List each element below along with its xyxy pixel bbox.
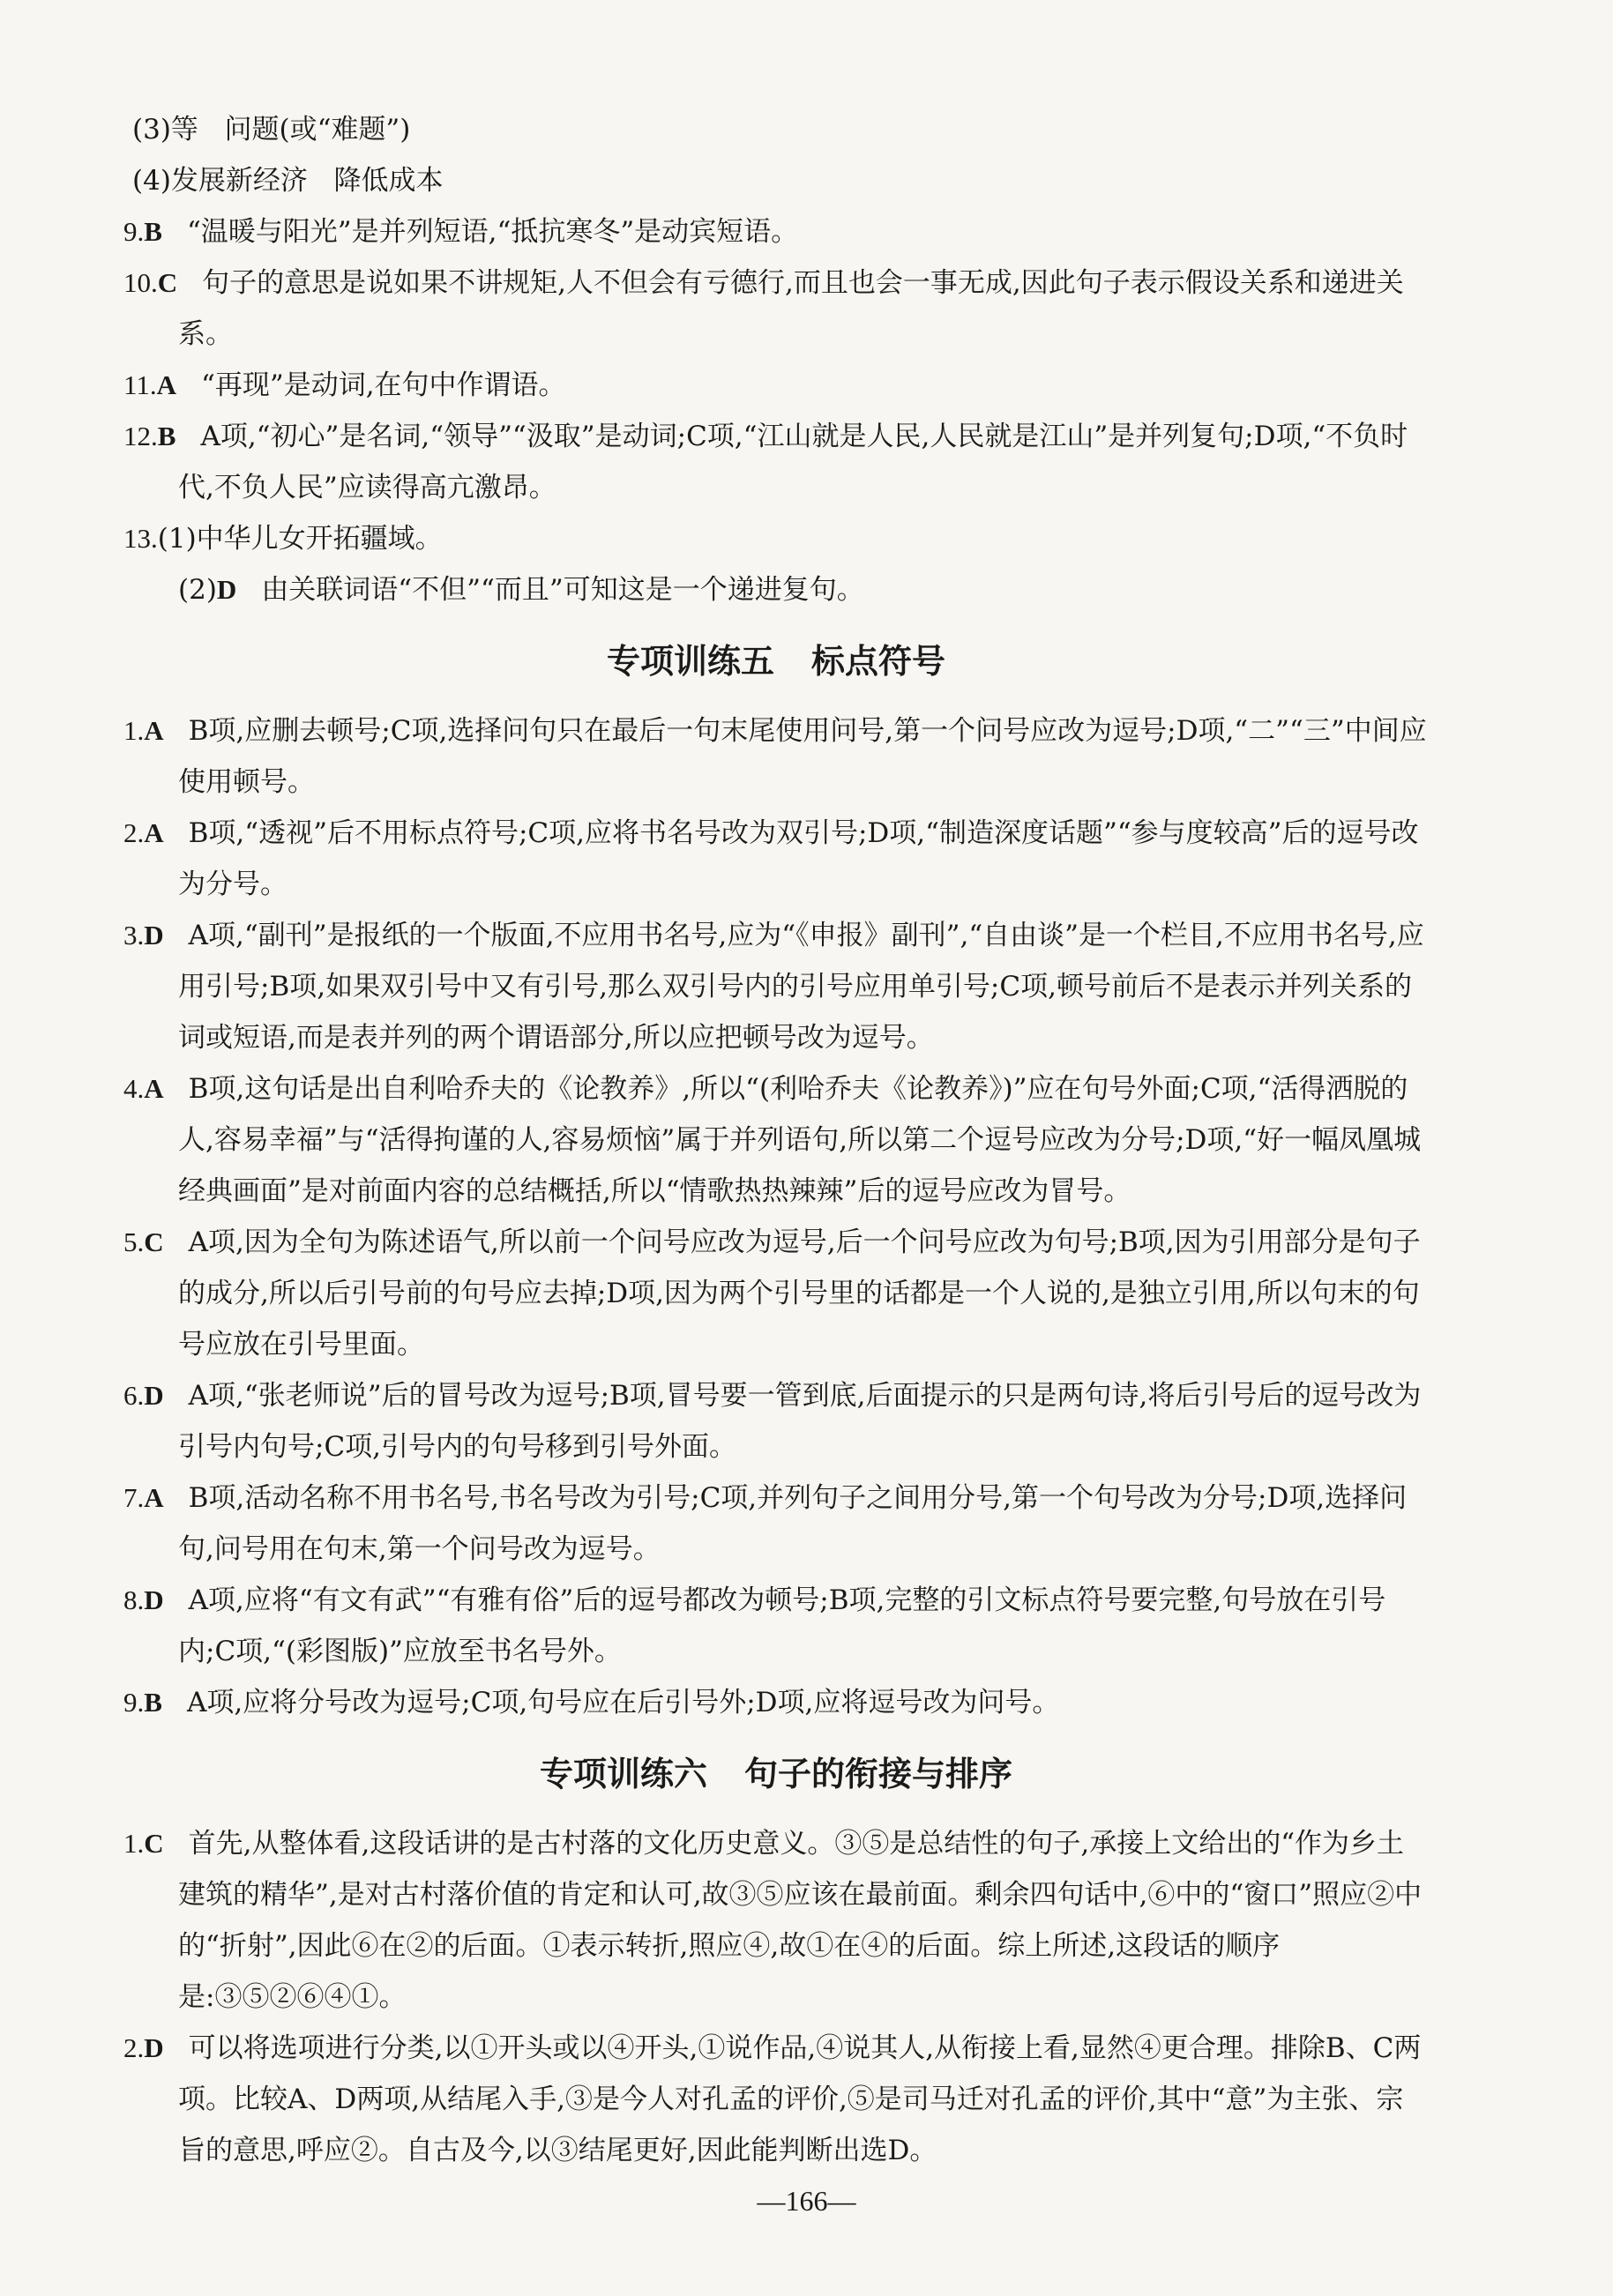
item-explanation: A项,“副刊”是报纸的一个版面,不应用书名号,应为“《申报》副刊”,“自由谈”是一个栏目,不应用书名号,应用引号;B项,如果双引号中又有引号,那么双引号内的引号应用单引号;C项,顿号前后不是表示并列关系的词或短语,而是表并列的两个谓语部分,所以应把顿号改为逗号。: [178, 920, 1424, 1054]
item-answer: A: [144, 817, 164, 848]
answer-item-12: [123, 411, 1429, 513]
item-number: 12.: [123, 421, 158, 451]
answer-line-3: [123, 104, 1429, 155]
line-label: (4)发展新经济: [132, 165, 308, 197]
item-number: 8.: [123, 1584, 145, 1615]
item-answer: B: [144, 1687, 162, 1718]
item-number: 11.: [123, 369, 157, 400]
item-answer: D: [144, 1584, 164, 1615]
s5-item-8: [123, 1575, 1429, 1677]
item-answer: D: [144, 920, 164, 950]
item-number: 1.: [123, 1828, 145, 1859]
answer-item-13-sub2: [123, 564, 1429, 615]
item-number: 2.: [123, 2032, 145, 2063]
s5-item-7: [123, 1472, 1429, 1575]
line-text: 降低成本: [333, 165, 444, 197]
item-number: 4.: [123, 1073, 145, 1104]
item-answer: D: [216, 574, 237, 605]
answer-item-13: [123, 513, 1429, 564]
item-explanation: B项,活动名称不用书名号,书名号改为引号;C项,并列句子之间用分号,第一个句号改为分号;D项,选择问句,问号用在句末,第一个问号改为逗号。: [178, 1482, 1408, 1565]
section-title-label: 专项训练六: [539, 1755, 707, 1793]
answer-item-11: [123, 360, 1429, 411]
item-answer: D: [144, 2032, 164, 2063]
item-explanation: B项,应删去顿号;C项,选择问句只在最后一句末尾使用问号,第一个问号应改为逗号;D项,“二”“三”中间应使用顿号。: [178, 715, 1427, 798]
item-number: 5.: [123, 1226, 145, 1257]
answer-line-4: [123, 155, 1429, 206]
s5-item-9: [123, 1677, 1429, 1728]
item-explanation: A项,“张老师说”后的冒号改为逗号;B项,冒号要一管到底,后面提示的只是两句诗,将后引号后的逗号改为引号内句号;C项,引号内的句号移到引号外面。: [178, 1380, 1422, 1463]
item-answer: A: [144, 1482, 164, 1513]
line-text: 问题(或“难题”): [224, 114, 411, 145]
item-number: 9.: [123, 1687, 145, 1718]
item-explanation: A项,应将分号改为逗号;C项,句号应在后引号外;D项,应将逗号改为问号。: [186, 1687, 1060, 1718]
item-explanation: A项,因为全句为陈述语气,所以前一个问号应改为逗号,后一个问号应改为句号;B项,因为引用部分是句子的成分,所以后引号前的句号应去掉;D项,因为两个引号里的话都是一个人说的,是独立引用,所以句末的句号应放在引号里面。: [178, 1226, 1421, 1360]
item-number: 9.: [123, 216, 145, 247]
s5-item-6: [123, 1370, 1429, 1472]
section-title-topic: 标点符号: [811, 642, 946, 681]
item-explanation: 由关联词语“不但”“而且”可知这是一个递进复句。: [261, 574, 864, 606]
answer-item-10: [123, 257, 1429, 360]
line-label: (3)等: [132, 114, 198, 145]
s5-item-1: [123, 705, 1429, 808]
s5-item-2: [123, 808, 1429, 910]
item-answer: C: [157, 267, 178, 298]
answer-item-9: [123, 206, 1429, 257]
item-answer: A: [156, 369, 176, 400]
item-number: 3.: [123, 920, 145, 950]
item-explanation: “温暖与阳光”是并列短语,“抵抗寒冬”是动宾短语。: [186, 216, 799, 248]
item-number: 7.: [123, 1482, 145, 1513]
item-answer: D: [144, 1380, 164, 1411]
item-explanation: 首先,从整体看,这段话讲的是古村落的文化历史意义。③⑤是总结性的句子,承接上文给出的“作为乡土建筑的精华”,是对古村落价值的肯定和认可,故③⑤应该在最前面。剩余四句话中,⑥中的“窗口”照应②中的“折射”,因此⑥在②的后面。①表示转折,照应④,故①在④的后面。综上所述,这段话的顺序是:③⑤②⑥④①。: [178, 1828, 1423, 2013]
item-number: 1.: [123, 715, 145, 746]
item-answer: A: [144, 1073, 164, 1104]
item-explanation: A项,应将“有文有武”“有雅有俗”后的逗号都改为顿号;B项,完整的引文标点符号要完整,句号放在引号内;C项,“(彩图版)”应放至书名号外。: [178, 1584, 1386, 1667]
item-answer: C: [144, 1226, 164, 1257]
item-sub-label: (2): [178, 574, 217, 606]
item-explanation: A项,“初心”是名词,“领导”“汲取”是动词;C项,“江山就是人民,人民就是江山”是并列复句;D项,“不负时代,不负人民”应读得高亢激昂。: [178, 421, 1408, 503]
section-title-topic: 句子的衔接与排序: [744, 1755, 1013, 1793]
s5-item-4: [123, 1063, 1429, 1217]
page-number: —166—: [757, 2185, 856, 2217]
item-number: 6.: [123, 1380, 145, 1411]
item-number: 2.: [123, 817, 145, 848]
item-answer: B: [144, 216, 162, 247]
item-explanation: “再现”是动词,在句中作谓语。: [201, 369, 566, 401]
item-number: 10.: [123, 267, 158, 298]
answer-page: [123, 104, 1429, 2176]
section-title-label: 专项训练五: [606, 642, 774, 681]
s5-item-3: [123, 910, 1429, 1063]
s6-item-2: [123, 2023, 1429, 2176]
item-explanation: 可以将选项进行分类,以①开头或以④开头,①说作品,④说其人,从衔接上看,显然④更合理。排除B、C两项。比较A、D两项,从结尾入手,③是今人对孔孟的评价,⑤是司马迁对孔孟的评价,其中“意”为主张、宗旨的意思,呼应②。自古及今,以③结尾更好,因此能判断出选D。: [178, 2032, 1422, 2166]
item-number: 13.: [123, 523, 158, 554]
s5-item-5: [123, 1217, 1429, 1370]
section-heading-6: [123, 1746, 1429, 1802]
item-explanation: B项,“透视”后不用标点符号;C项,应将书名号改为双引号;D项,“制造深度话题”“参与度较高”后的逗号改为分号。: [178, 817, 1419, 900]
item-explanation: B项,这句话是出自利哈乔夫的《论教养》,所以“(利哈乔夫《论教养》)”应在句号外面;C项,“活得洒脱的人,容易幸福”与“活得拘谨的人,容易烦恼”属于并列语句,所以第二个逗号应改为分号;D项,“好一幅凤凰城经典画面”是对前面内容的总结概括,所以“情歌热热辣辣”后的逗号应改为冒号。: [178, 1073, 1422, 1207]
section-heading-5: [123, 633, 1429, 690]
item-answer: C: [144, 1828, 164, 1859]
item-explanation: 句子的意思是说如果不讲规矩,人不但会有亏德行,而且也会一事无成,因此句子表示假设关系和递进关系。: [178, 267, 1404, 350]
item-answer: B: [157, 421, 176, 451]
s6-item-1: [123, 1818, 1429, 2023]
item-explanation: (1)中华儿女开拓疆域。: [157, 523, 443, 555]
item-answer: A: [144, 715, 164, 746]
